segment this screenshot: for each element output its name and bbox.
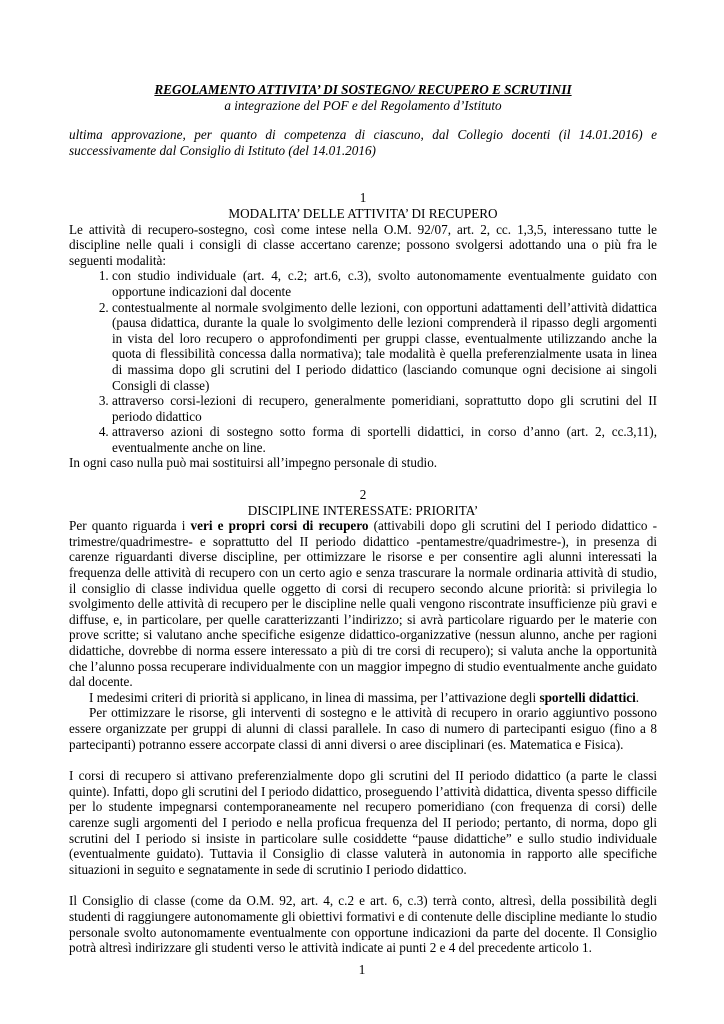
list-item: 4. attraverso azioni di sostegno sotto forma di sportelli didattici, in corso d’anno (art. 2, cc.3,11), eventualmente anche on line. — [112, 424, 657, 455]
section-1-heading: MODALITA’ DELLE ATTIVITA’ DI RECUPERO — [228, 205, 498, 221]
section-1-closing: In ogni caso nulla può mai sostituirsi all’impegno personale di studio. — [69, 455, 438, 471]
list-item: 3. attraverso corsi-lezioni di recupero, generalmente pomeridiani, soprattutto dopo gli scrutini del II periodo didattico — [112, 393, 657, 424]
paragraph-text: Per quanto riguarda i — [69, 518, 191, 534]
approval-note: ultima approvazione, per quanto di competenza di ciascuno, dal Collegio docenti (il 14.01.2016) e successivamente dal Consiglio di Istituto (del 14.01.2016) — [69, 127, 657, 158]
paragraph-text: . — [635, 689, 640, 705]
section-2-number: 2 — [359, 487, 367, 503]
section-1-number: 1 — [359, 190, 367, 206]
paragraph-text: (attivabili dopo gli scrutini del I periodo didattico - trimestre/quadrimestre- e soprattutto del II periodo didattico -pentamestre/quadrimestre-), in presenza di carenze riguardanti diverse discipline, per ottimizzare le risorse e per consentire agli alunni interessati la frequenza delle attività di recupero con un certo agio e senza trascurare la normale ordinaria attività di studio, il consiglio di classe individua quelle oggetto di corsi di recupero secondo alcune priorità: si privilegia lo svolgimento delle attività di recupero per le discipline nelle quali vengono riscontrate insufficienze più gravi e diffuse, e, in particolare, per quelle caratterizzanti l’indirizzo; si avrà particolare riguardo per le materie con prove scritte; si valutano anche specifiche esigenze didattico-organizzative (nessun alunno, anche per ragioni didattiche, dovrebbe di norma essere interessato a più di tre corsi di recupero); si valuta anche la opportunità che l’alunno possa recuperare individualmente con un maggior impegno di studio eventualmente anche guidato dal docente. — [69, 518, 657, 690]
document-title: REGOLAMENTO ATTIVITA’ DI SOSTEGNO/ RECUPERO E SCRUTINII — [154, 82, 572, 97]
page-number: 1 — [358, 962, 366, 977]
highlighted-term: veri e propri corsi di recupero — [190, 518, 369, 534]
document-subtitle: a integrazione del POF e del Regolamento d’Istituto — [224, 97, 502, 113]
document-page — [69, 82, 657, 956]
section-2-paragraph-4: I corsi di recupero si attivano preferenzialmente dopo gli scrutini del II periodo didattico (a parte le classi quinte). Infatti, dopo gli scrutini del I periodo didattico, proseguendo l’attività didattica, diventa spesso difficile per lo studente impegnarsi contemporaneamente nel recupero pomeridiano (con frequenza di corsi) delle carenze sugli argomenti del I periodo e nella proficua frequenza del II periodo; pertanto, di norma, dopo gli scrutini del I periodo si insiste in particolare sulle cosiddette “pause didattiche” e sullo studio individuale (eventualmente guidato). Tuttavia il Consiglio di classe valuterà in autonomia in rapporto alle specifiche situazioni in seguito e segnatamente in sede di scrutinio I periodo didattico. — [69, 768, 657, 877]
section-2-heading: DISCIPLINE INTERESSATE: PRIORITA’ — [247, 502, 479, 518]
section-2-paragraph-5: Il Consiglio di classe (come da O.M. 92, art. 4, c.2 e art. 6, c.3) terrà conto, altresì, della possibilità degli studenti di raggiungere autonomamente gli obiettivi formativi e di contenute delle discipline mediante lo studio personale svolto autonomamente eventualmente con opportune indicazioni da parte del docente. Il Consiglio potrà altresì indirizzare gli studenti verso le attività indicate ai punti 2 e 4 del precedente articolo 1. — [69, 893, 657, 956]
paragraph-text: I medesimi criteri di priorità si applicano, in linea di massima, per l’attivazione degli — [89, 689, 540, 705]
modalities-list — [69, 268, 657, 455]
section-2-paragraph-1 — [69, 518, 657, 690]
highlighted-term: sportelli didattici — [539, 689, 636, 705]
list-item: 2. contestualmente al normale svolgimento delle lezioni, con opportuni adattamenti dell’attività didattica (pausa didattica, durante la quale lo svolgimento delle lezioni comprenderà il ripasso degli argomenti in vista del loro recupero o approfondimenti per gruppi classe, eventualmente utilizzando anche la quota di flessibilità concessa dalla normativa); tale modalità è quella preferenzialmente usata in linea di massima dopo gli scrutini del I periodo didattico (lasciando comunque ogni decisione ai singoli Consigli di classe) — [112, 300, 657, 394]
section-2-paragraph-2 — [69, 690, 657, 706]
section-1-intro: Le attività di recupero-sostegno, così come intese nella O.M. 92/07, art. 2, cc. 1,3,5, interessano tutte le discipline nelle quali i consigli di classe accertano carenze; possono svolgersi adottando una o più fra le seguenti modalità: — [69, 221, 657, 268]
list-item: 1. con studio individuale (art. 4, c.2; art.6, c.3), svolto autonomamente eventualmente guidato con opportune indicazioni dal docente — [112, 268, 657, 299]
section-2-paragraph-3: Per ottimizzare le risorse, gli interventi di sostegno e le attività di recupero in orario aggiuntivo possono essere organizzate per gruppi di alunni di classi parallele. In caso di numero di partecipanti esiguo (fino a 8 partecipanti) potranno essere accorpate classi di anni diversi o aree disciplinari (es. Matematica e Fisica). — [69, 705, 657, 752]
